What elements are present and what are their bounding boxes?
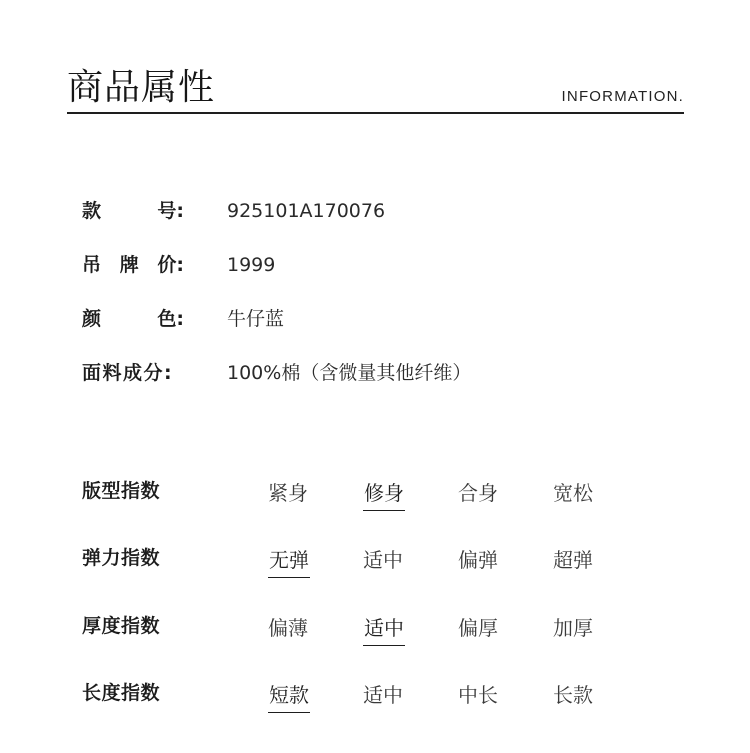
index-option-selected: 无弹	[268, 547, 310, 578]
label-char: 牌	[119, 254, 139, 276]
label-char: 吊	[82, 254, 102, 276]
index-option: 超弹	[553, 548, 593, 572]
attribute-row-fabric	[82, 360, 682, 386]
attribute-value: 925101A170076	[227, 200, 386, 222]
index-option: 长款	[553, 683, 593, 707]
page-title: 商品属性	[67, 67, 216, 108]
label-char: 价:	[157, 254, 184, 276]
attribute-label	[82, 306, 184, 332]
index-label: 版型指数	[82, 480, 161, 502]
index-label: 长度指数	[82, 682, 161, 704]
attribute-label	[82, 252, 184, 278]
index-option: 宽松	[553, 481, 593, 505]
attribute-row-style-number	[82, 198, 682, 224]
index-label: 厚度指数	[82, 615, 161, 637]
index-option-selected: 适中	[363, 615, 405, 646]
index-option-selected: 短款	[268, 682, 310, 713]
index-option: 偏弹	[458, 548, 498, 572]
index-option: 合身	[458, 481, 498, 505]
index-row-elasticity	[82, 545, 682, 575]
index-row-length	[82, 680, 682, 710]
index-option: 偏薄	[268, 616, 308, 640]
index-label: 弹力指数	[82, 547, 161, 569]
index-row-thickness	[82, 613, 682, 643]
attribute-value: 1999	[227, 254, 276, 276]
label-char: 号:	[157, 200, 184, 222]
attribute-row-tag-price	[82, 252, 682, 278]
label-char: 面料成分:	[82, 362, 174, 384]
index-option: 中长	[458, 683, 498, 707]
header-divider	[67, 112, 684, 114]
page-subtitle: INFORMATION.	[561, 88, 684, 105]
index-option: 适中	[363, 548, 403, 572]
attribute-label	[82, 198, 184, 224]
attribute-value: 100%棉（含微量其他纤维）	[227, 362, 472, 384]
label-char: 款	[82, 200, 102, 222]
label-char: 颜	[82, 308, 102, 330]
index-option: 紧身	[268, 481, 308, 505]
index-option: 偏厚	[458, 616, 498, 640]
label-char: 色:	[157, 308, 184, 330]
index-option: 适中	[363, 683, 403, 707]
index-option: 加厚	[553, 616, 593, 640]
index-option-selected: 修身	[363, 480, 405, 511]
attribute-row-color	[82, 306, 682, 332]
attribute-value: 牛仔蓝	[227, 308, 285, 330]
attribute-label	[82, 360, 184, 386]
index-row-fit	[82, 478, 682, 508]
